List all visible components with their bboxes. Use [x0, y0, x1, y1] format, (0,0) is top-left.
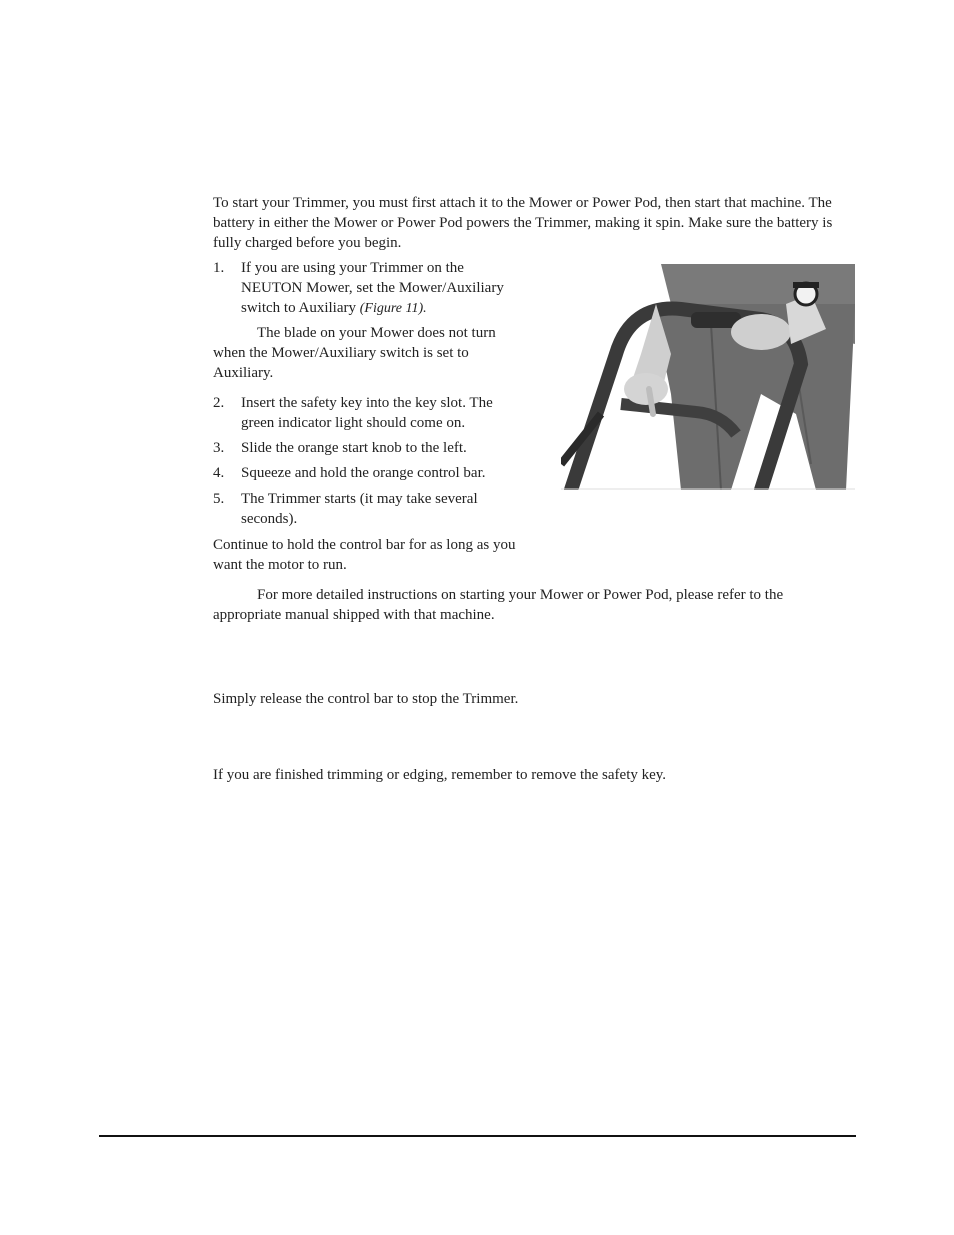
- detailed-instructions-note: For more detailed instructions on starting your Mower or Power Pod, please refer to the appropriate manual shipped with that machine.: [213, 587, 784, 623]
- step-number: 2.: [213, 395, 225, 411]
- figure-reference: (Figure 11).: [359, 301, 427, 316]
- blade-note: The blade on your Mower does not turn when the Mower/Auxiliary switch is set to Auxiliary.: [213, 325, 496, 381]
- step-number: 3.: [213, 440, 225, 456]
- step-number: 4.: [213, 465, 225, 481]
- step-text: Squeeze and hold the orange control bar.: [241, 465, 486, 481]
- step-2: [213, 393, 528, 433]
- continue-paragraph: Continue to hold the control bar for as long as you want the motor to run.: [213, 537, 516, 573]
- step-text: Insert the safety key into the key slot. The green indicator light should come on.: [241, 395, 493, 431]
- intro-paragraph: To start your Trimmer, you must first attach it to the Mower or Power Pod, then start that machine. The battery in either the Mower or Power Pod powers the Trimmer, making it spin. Make sure the battery is fully charged before you begin.: [213, 195, 833, 251]
- step-4: [213, 463, 528, 483]
- stop-paragraph: Simply release the control bar to stop the Trimmer.: [213, 691, 519, 707]
- step-1: [213, 258, 528, 319]
- finish-paragraph: If you are finished trimming or edging, remember to remove the safety key.: [213, 767, 667, 783]
- step-number: 1.: [213, 260, 225, 276]
- step-3: [213, 438, 528, 458]
- step-text: The Trimmer starts (it may take several seconds).: [241, 491, 478, 527]
- step-text: If you are using your Trimmer on the NEUTON Mower, set the Mower/Auxiliary switch to Auxiliary: [241, 260, 504, 316]
- footer-rule: [99, 1135, 856, 1137]
- step-number: 5.: [213, 491, 225, 507]
- step-5: [213, 489, 528, 529]
- step-text: Slide the orange start knob to the left.: [241, 440, 467, 456]
- figure-11-photo: [561, 264, 855, 490]
